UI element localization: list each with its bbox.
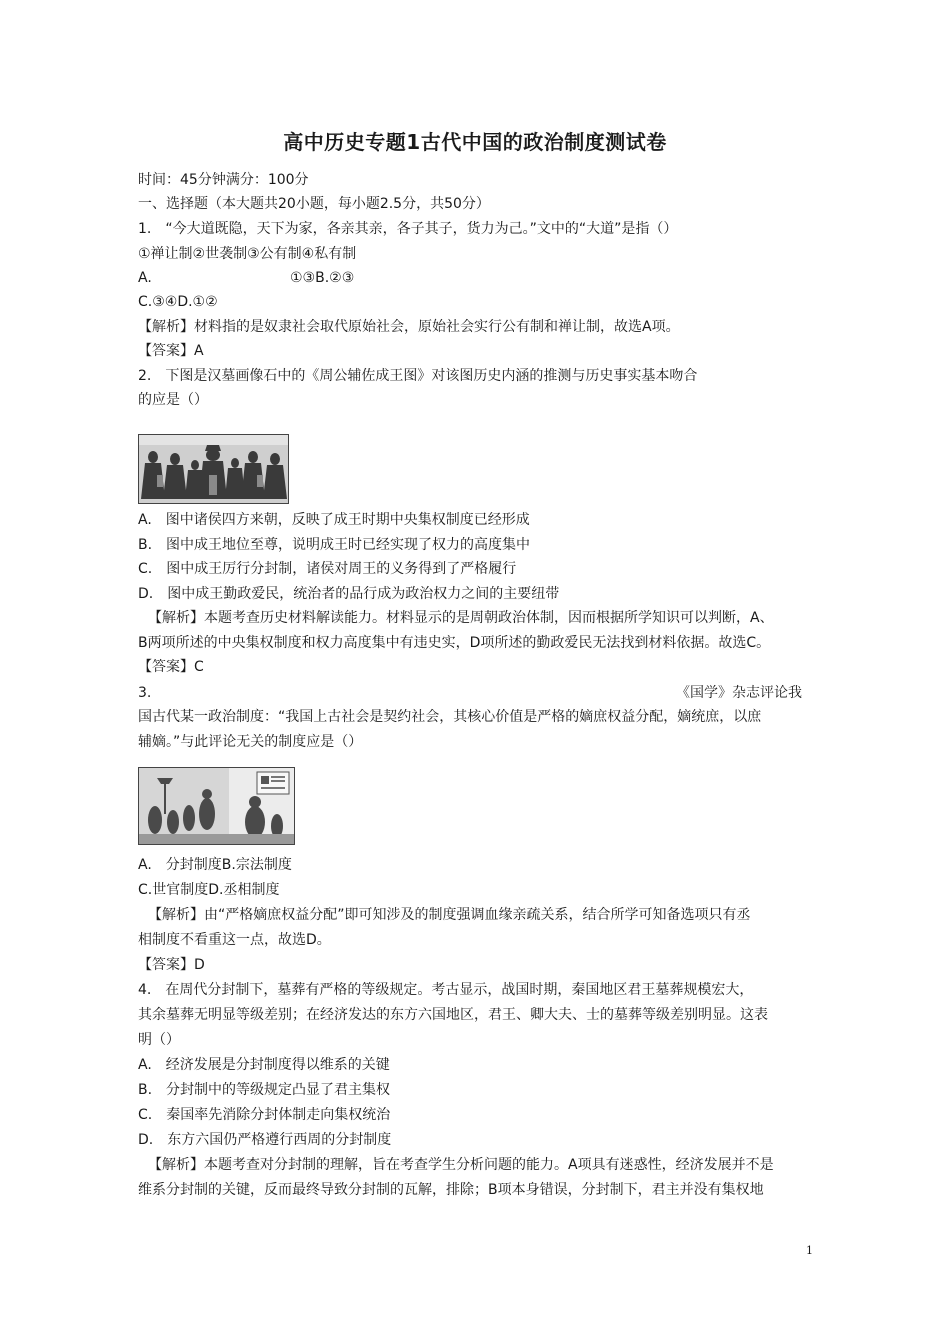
q3-stem-line3: 辅嫡。”与此评论无关的制度应是（）: [138, 734, 363, 750]
q1-items: ①禅让制②世袭制③公有制④私有制: [138, 246, 357, 262]
q2-option-d: D. 图中成王勤政爱民，统治者的品行成为政治权力之间的主要纽带: [138, 586, 560, 602]
q3-options-cd: C.世官制度D.丞相制度: [138, 882, 280, 898]
q4-stem-line3: 明（）: [138, 1032, 180, 1048]
page-number: 1: [806, 1244, 813, 1257]
q4-stem-line1: 4. 在周代分封制下，墓葬有严格的等级规定。考古显示，战国时期，秦国地区君王墓葬规模宏大，: [138, 982, 754, 998]
q1-stem: 1. “今大道既隐，天下为家，各亲其亲，各子其子，货力为己。”文中的“大道”是指（）: [138, 221, 678, 237]
q3-answer: 【答案】D: [138, 957, 205, 973]
q4-option-c: C. 秦国率先消除分封体制走向集权统治: [138, 1107, 391, 1123]
q1-option-a-label: A.: [138, 270, 152, 286]
q4-option-d: D. 东方六国仍严格遵行西周的分封制度: [138, 1132, 392, 1148]
page-title: 高中历史专题1古代中国的政治制度测试卷: [283, 130, 667, 154]
q1-answer: 【答案】A: [138, 343, 204, 359]
q1-analysis: 【解析】材料指的是奴隶社会取代原始社会，原始社会实行公有制和禅让制，故选A项。: [138, 319, 680, 335]
q3-ritual-image: [138, 767, 295, 845]
q3-analysis-line2: 相制度不看重这一点，故选D。: [138, 932, 331, 948]
exam-meta: 时间：45分钟满分：100分: [138, 172, 309, 188]
q4-analysis-line2: 维系分封制的关键，反而最终导致分封制的瓦解，排除；B项本身错误，分封制下，君主并没有集权地: [138, 1182, 764, 1198]
q4-option-a: A. 经济发展是分封制度得以维系的关键: [138, 1057, 390, 1073]
q2-stone-relief-image: [138, 434, 289, 504]
q2-option-b: B. 图中成王地位至尊，说明成王时已经实现了权力的高度集中: [138, 537, 531, 553]
q2-stem-line2: 的应是（）: [138, 392, 208, 408]
q3-stem-line2: 国古代某一政治制度：“我国上古社会是契约社会，其核心价值是严格的嫡庶权益分配，嫡统庶，以庶: [138, 709, 762, 725]
q1-options-cd: C.③④D.①②: [138, 294, 218, 310]
q2-option-a: A. 图中诸侯四方来朝，反映了成王时期中央集权制度已经形成: [138, 512, 530, 528]
q4-option-b: B. 分封制中的等级规定凸显了君主集权: [138, 1082, 391, 1098]
q2-answer: 【答案】C: [138, 659, 204, 675]
q2-analysis-line2: B两项所述的中央集权制度和权力高度集中有违史实，D项所述的勤政爱民无法找到材料依据。故选C。: [138, 635, 771, 651]
q2-analysis-line1: 【解析】本题考查历史材料解读能力。材料显示的是周朝政治体制，因而根据所学知识可以判断，A、: [148, 610, 774, 626]
q4-analysis-line1: 【解析】本题考查对分封制的理解，旨在考查学生分析问题的能力。A项具有迷惑性，经济发展并不是: [148, 1157, 774, 1173]
q1-option-a-text: ①③B.②③: [290, 270, 355, 286]
q4-stem-line2: 其余墓葬无明显等级差别；在经济发达的东方六国地区，君王、卿大夫、士的墓葬等级差别明显。这表: [138, 1007, 768, 1023]
section-heading: 一、选择题（本大题共20小题，每小题2.5分，共50分）: [138, 196, 490, 212]
q2-stem-line1: 2. 下图是汉墓画像石中的《周公辅佐成王图》对该图历史内涵的推测与历史事实基本吻合: [138, 368, 698, 384]
q3-options-ab: A. 分封制度B.宗法制度: [138, 857, 292, 873]
q2-option-c: C. 图中成王厉行分封制，诸侯对周王的义务得到了严格履行: [138, 561, 517, 577]
q3-analysis-line1: 【解析】由“严格嫡庶权益分配”即可知涉及的制度强调血缘亲疏关系，结合所学可知备选项只有丞: [148, 907, 751, 923]
q3-number: 3.: [138, 685, 152, 701]
q3-stem-line1: 《国学》杂志评论我: [676, 685, 802, 701]
